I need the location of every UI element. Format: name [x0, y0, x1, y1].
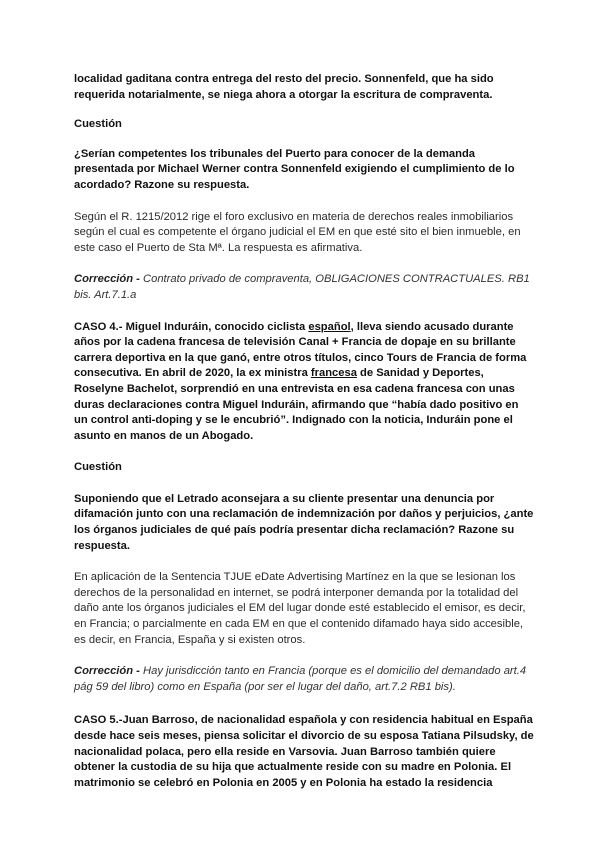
correction-text: Contrato privado de compraventa, OBLIGACIONES CONTRACTUALES. RB1 bis. Art.7.1.a: [74, 273, 530, 301]
caso-4-underlined-espanol: español: [308, 320, 351, 333]
caso-4-text-c: de Sanidad y Deportes, Roselyne Bachelot, sorprendió en una entrevista en esa cadena francesa con unas duras declaraciones contra Miguel Induráin, afirmando que “había dado positivo en un control anti-doping y se le encubrió”. Indignado con la noticia, Induráin pone el asunto en manos de un Abogado.: [74, 367, 519, 442]
paragraph-continuation: localidad gaditana contra entrega del resto del precio. Sonnenfeld, que ha sido requerida notarialmente, se niega ahora a otorgar la escritura de compraventa.: [74, 73, 494, 101]
answer-1: Según el R. 1215/2012 rige el foro exclusivo en materia de derechos reales inmobiliarios según el cual es competente el órgano judicial el EM en que esté sito el bien inmueble, en este caso el Puerto de Sta Mª. La respuesta es afirmativa.: [74, 210, 521, 254]
caso-4-underlined-francesa: francesa: [310, 367, 357, 380]
caso-4-text-b: , lleva siendo acusado durante años por la cadena francesa de televisión Canal + Francia de dopaje en su brillante carrera deportiva en la que ganó, entre otros títulos, cinco Tours de Francia de forma consecutiva. En abril de 2020, la ex ministra: [74, 320, 527, 380]
question-2: Suponiendo que el Letrado aconsejara a su cliente presentar una denuncia por difamación junto con una reclamación de indemnización por daños y perjuicios, ¿ante los órganos judiciales de qué país podría presentar dicha reclamación? Razone su respuesta.: [74, 492, 534, 552]
correction-text: Hay jurisdicción tanto en Francia (porque es el domicilio del demandado art.4 pág 59 del libro) como en España (por ser el lugar del daño, art.7.2 RB1 bis).: [74, 665, 527, 693]
question-1: ¿Serían competentes los tribunales del Puerto para conocer de la demanda presentada por Michael Werner contra Sonnenfeld exigiendo el cumplimiento de lo acordado? Razone su respuesta.: [74, 147, 515, 191]
cuestion-heading-1: Cuestión: [74, 118, 122, 131]
correction-2: [74, 664, 534, 695]
document-body: [74, 72, 534, 791]
caso-5-paragraph: CASO 5.-Juan Barroso, de nacionalidad española y con residencia habitual en España desde hace seis meses, piensa solicitar el divorcio de su esposa Tatiana Pilsudsky, de nacionalidad polaca, pero ella reside en Varsovia. Juan Barroso también quiere obtener la custodia de su hija que actualmente reside con su madre en Polonia. El matrimonio se celebró en Polonia en 2005 y en Polonia ha estado la residencia: [74, 714, 534, 789]
cuestion-heading-2: Cuestión: [74, 461, 122, 474]
caso-4-text-a: CASO 4.- Miguel Induráin, conocido ciclista: [74, 320, 309, 333]
correction-label: Corrección -: [74, 665, 140, 678]
answer-2: En aplicación de la Sentencia TJUE eDate Advertising Martínez en la que se lesionan los derechos de la personalidad en internet, se podrá interponer demanda por la totalidad del daño ante los órganos judiciales el EM del lugar donde esté establecido el emisor, es decir, en Francia; o parcialmente en cada EM en que el contenido difamado haya sido accesible, es decir, en Francia, España y si existen otros.: [74, 571, 526, 646]
caso-4-paragraph: [74, 320, 534, 445]
correction-label: Corrección -: [74, 273, 140, 286]
correction-1: [74, 272, 534, 303]
